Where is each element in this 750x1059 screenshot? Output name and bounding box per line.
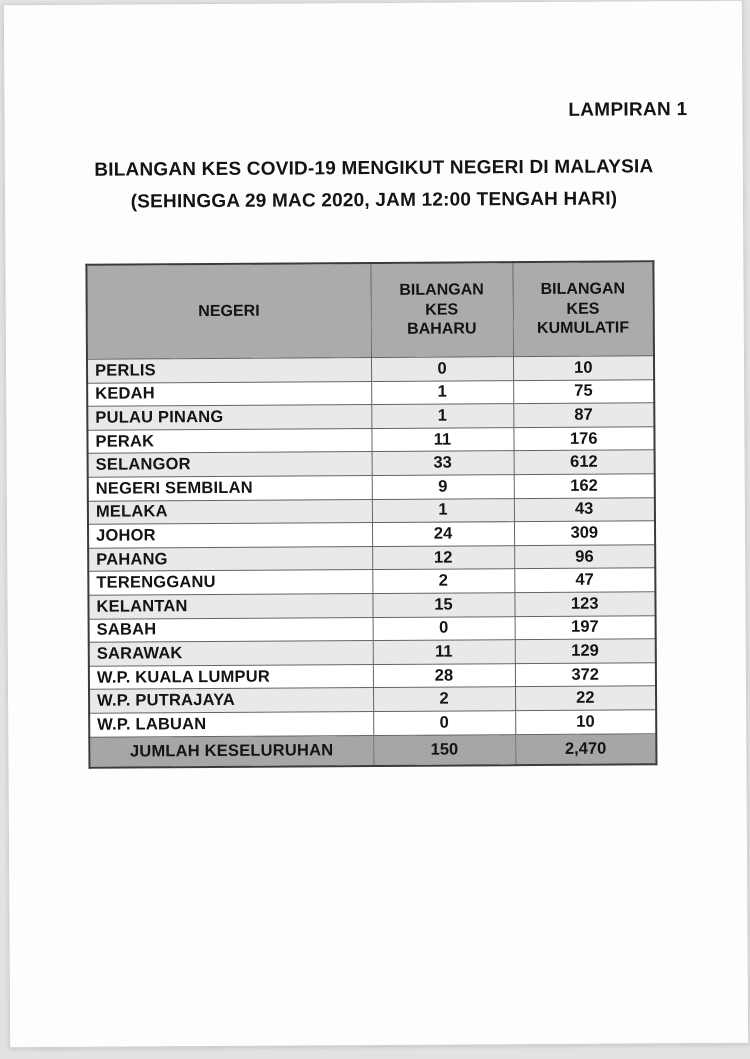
state-cell: NEGERI SEMBILAN [88,475,372,500]
cumulative-cases-cell: 309 [514,521,655,545]
table-header [86,261,654,359]
document-title: BILANGAN KES COVID-19 MENGIKUT NEGERI DI MALAYSIA [94,156,654,181]
new-cases-cell: 24 [372,522,514,546]
table-row [89,639,656,666]
cumulative-cases-cell: 197 [515,615,656,639]
new-cases-cell: 0 [373,616,515,640]
table-row [87,379,654,406]
new-cases-cell: 9 [372,475,514,499]
state-cell: SARAWAK [89,641,373,666]
table-row [87,427,654,454]
new-cases-cell: 1 [371,404,513,428]
cumulative-cases-cell: 10 [513,356,654,380]
state-cell: PULAU PINANG [87,405,371,430]
new-cases-cell: 0 [373,711,515,735]
cumulative-cases-cell: 129 [515,639,656,663]
cumulative-cases-cell: 612 [514,450,655,474]
document-title-block [5,151,743,220]
table-row [89,686,656,713]
new-cases-cell: 28 [373,663,515,687]
state-cell: PERAK [87,428,371,453]
cumulative-cases-cell: 43 [514,497,655,521]
table-body [87,356,656,737]
state-cell: SABAH [89,617,373,642]
column-header-cumulative-cases: BILANGAN KES KUMULATIF [512,261,654,356]
state-cell: MELAKA [88,499,372,524]
state-cell: W.P. KUALA LUMPUR [89,664,373,689]
table-row [89,663,656,690]
new-cases-cell: 33 [372,451,514,475]
document-subtitle: (SEHINGGA 29 MAC 2020, JAM 12:00 TENGAH HARI) [130,188,618,213]
cumulative-cases-cell: 162 [514,474,655,498]
table-row [88,545,655,572]
cumulative-cases-cell: 47 [514,568,655,592]
state-cell: SELANGOR [88,452,372,477]
total-new-cases-cell: 150 [373,734,515,766]
table-row [88,474,655,501]
table-row [87,403,654,430]
cumulative-cases-cell: 176 [513,427,654,451]
state-cell: W.P. PUTRAJAYA [89,688,373,713]
corner-label: LAMPIRAN 1 [568,99,688,121]
document-sheet [3,0,749,1048]
new-cases-cell: 11 [373,640,515,664]
cumulative-cases-cell: 22 [515,686,656,710]
table-row [89,710,656,737]
column-header-new-cases: BILANGAN KES BAHARU [370,262,513,357]
table-row [87,356,654,383]
state-cell: W.P. LABUAN [89,711,373,736]
new-cases-cell: 0 [371,357,513,381]
new-cases-cell: 11 [371,427,513,451]
state-cell: TERENGGANU [88,570,372,595]
table-row [88,521,655,548]
state-cell: JOHOR [88,523,372,548]
new-cases-cell: 2 [373,687,515,711]
cumulative-cases-cell: 372 [515,663,656,687]
cumulative-cases-cell: 96 [514,545,655,569]
total-row [89,733,656,767]
state-cell: PAHANG [88,546,372,571]
new-cases-cell: 1 [371,380,513,404]
cumulative-cases-cell: 10 [515,710,656,734]
cumulative-cases-cell: 87 [513,403,654,427]
total-label-cell: JUMLAH KESELURUHAN [89,735,373,768]
state-cell: PERLIS [87,358,371,383]
table-row [88,450,655,477]
new-cases-cell: 1 [372,498,514,522]
new-cases-cell: 2 [372,569,514,593]
new-cases-cell: 12 [372,545,514,569]
table-row [88,497,655,524]
cumulative-cases-cell: 75 [513,379,654,403]
table-row [89,615,656,642]
table-header-row [86,261,654,359]
state-cell: KELANTAN [88,593,372,618]
table-row [88,592,655,619]
cumulative-cases-cell: 123 [514,592,655,616]
cases-table-wrapper [85,260,657,768]
table-row [88,568,655,595]
total-cumulative-cases-cell: 2,470 [515,733,656,765]
column-header-negeri: NEGERI [86,263,371,359]
table-footer [89,733,656,767]
new-cases-cell: 15 [372,593,514,617]
state-cell: KEDAH [87,381,371,406]
covid-cases-table [85,260,657,768]
